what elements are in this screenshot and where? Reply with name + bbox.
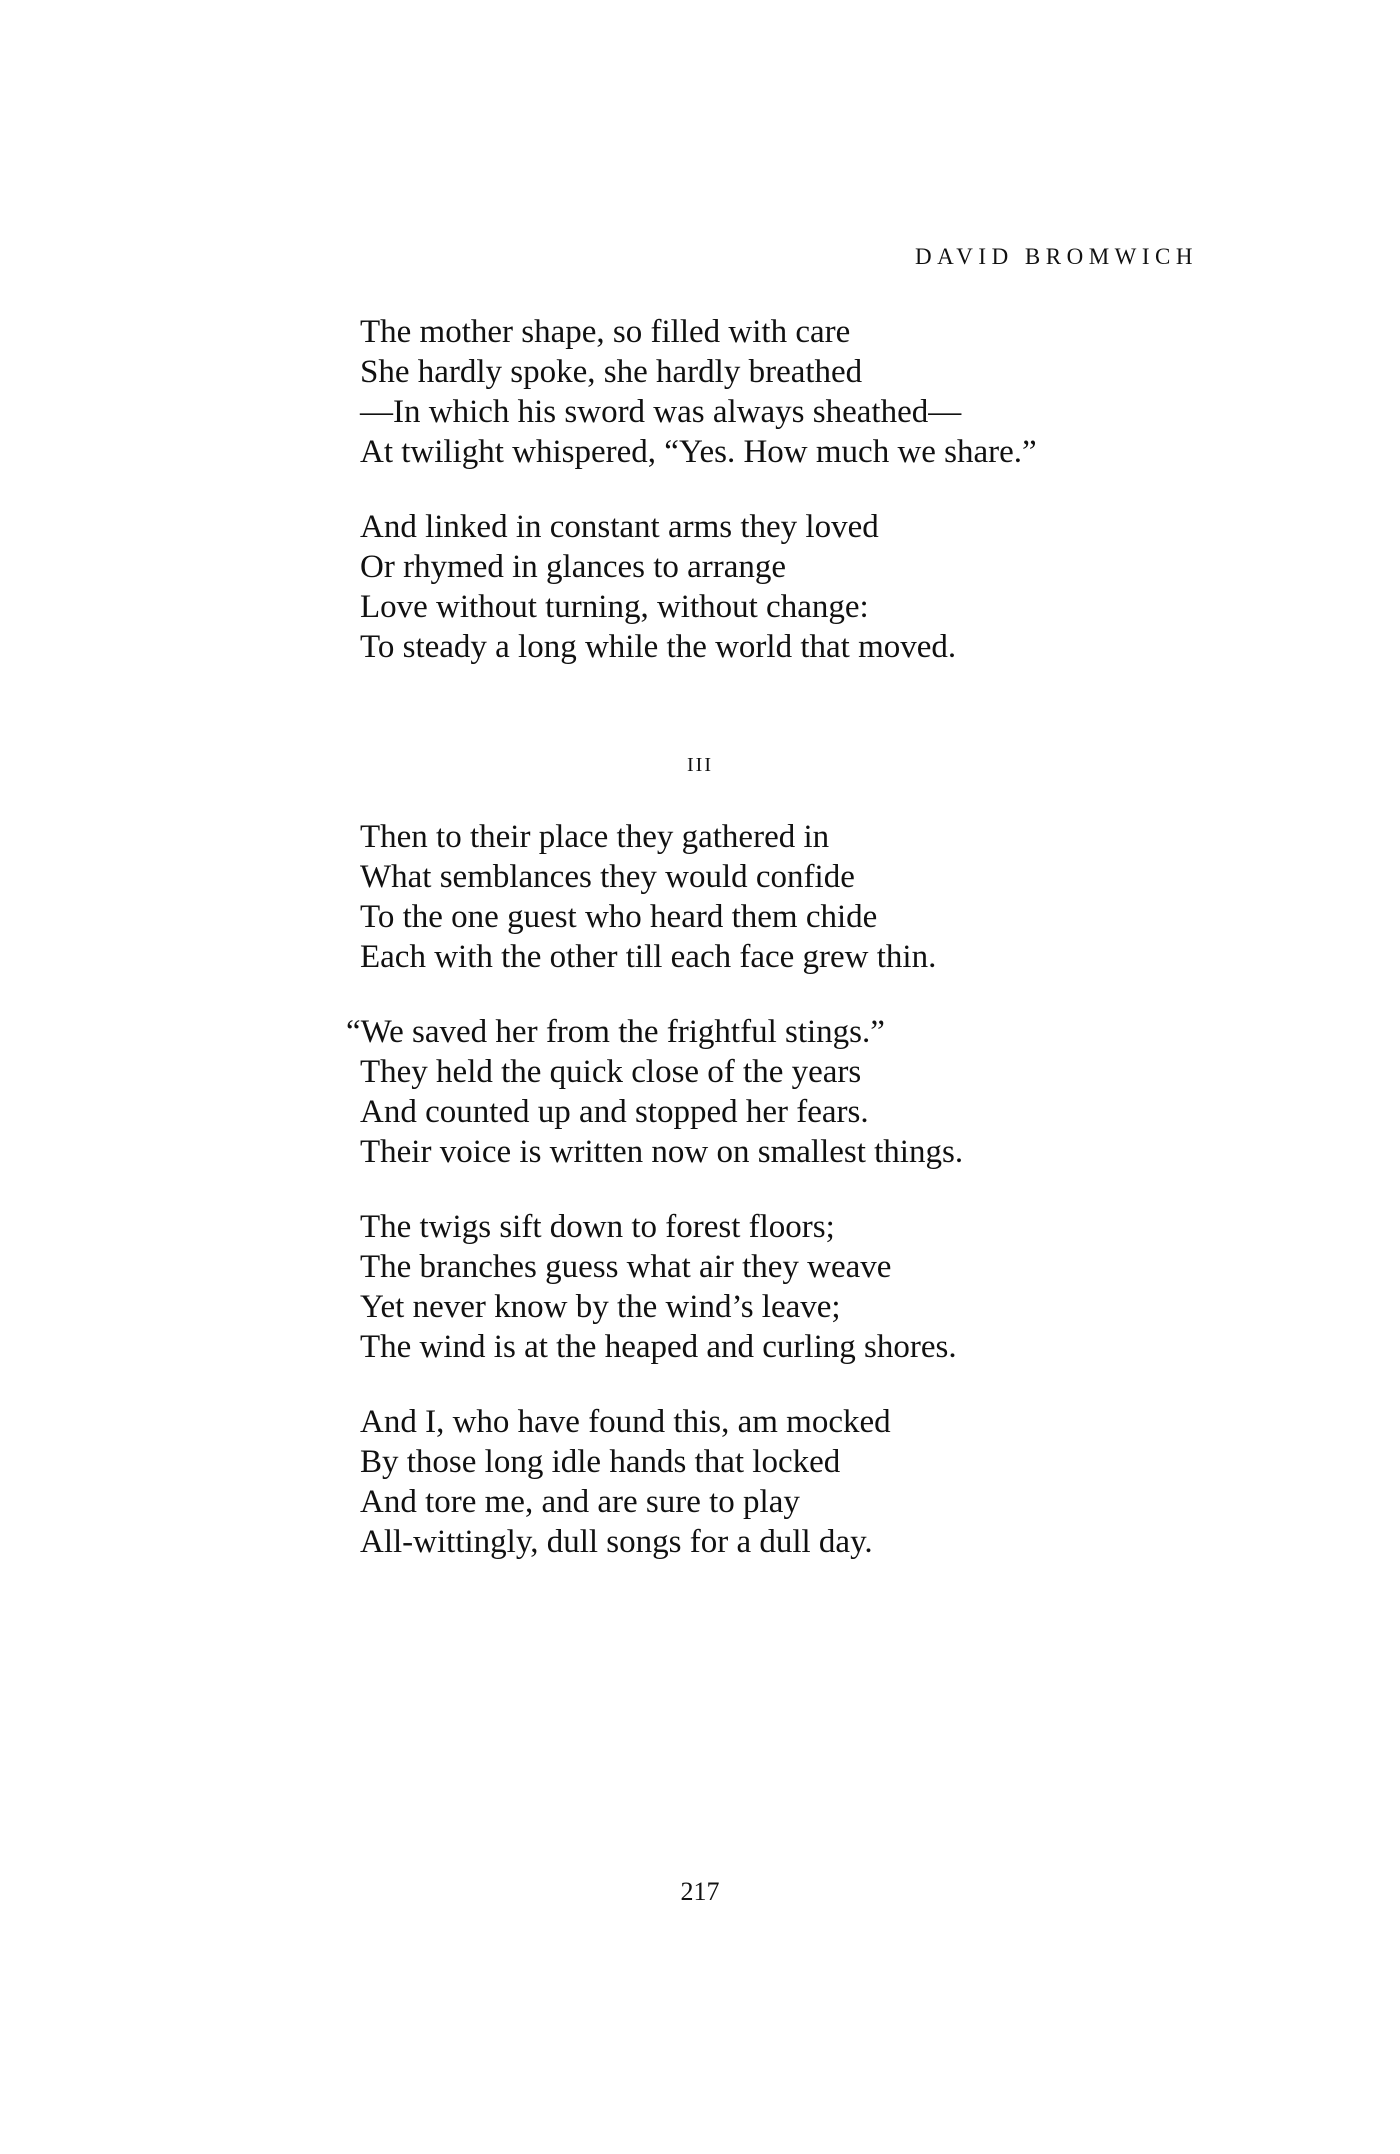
poem-line: And tore me, and are sure to play (360, 1484, 800, 1520)
poem-line: —In which his sword was always sheathed— (360, 394, 962, 430)
stanza-1 (360, 312, 1260, 472)
poem-line: Each with the other till each face grew thin. (360, 939, 937, 975)
poem-line: And linked in constant arms they loved (360, 509, 879, 545)
running-head: DAVID BROMWICH (915, 244, 1198, 269)
poem-line: She hardly spoke, she hardly breathed (360, 354, 863, 390)
poem-line: Or rhymed in glances to arrange (360, 549, 787, 585)
poem-line: Love without turning, without change: (360, 589, 869, 625)
stanza-5 (360, 1207, 1260, 1367)
page-number: 217 (680, 1877, 720, 1906)
stanza-6 (360, 1402, 1260, 1562)
stanza-2 (360, 507, 1260, 667)
poem-line: All-wittingly, dull songs for a dull day. (360, 1524, 873, 1560)
poem-line: The branches guess what air they weave (360, 1249, 892, 1285)
poem-line: To the one guest who heard them chide (360, 899, 878, 935)
section-numeral: III (687, 754, 713, 776)
poem-line: They held the quick close of the years (360, 1054, 862, 1090)
poem-line: To steady a long while the world that moved. (360, 629, 957, 665)
poem-line: Yet never know by the wind’s leave; (360, 1289, 841, 1325)
poem-line: What semblances they would confide (360, 859, 855, 895)
poem-line: And counted up and stopped her fears. (360, 1094, 869, 1130)
poem-line: Their voice is written now on smallest things. (360, 1134, 964, 1170)
stanza-3 (360, 817, 1260, 977)
poem-line: The wind is at the heaped and curling shores. (360, 1329, 957, 1365)
poem-line: By those long idle hands that locked (360, 1444, 841, 1480)
poem-line: And I, who have found this, am mocked (360, 1404, 891, 1440)
poem-line: Then to their place they gathered in (360, 819, 830, 855)
stanza-4 (346, 1012, 1260, 1172)
poem-line: The mother shape, so filled with care (360, 314, 851, 350)
poem-line: “We saved her from the frightful stings.” (346, 1014, 885, 1050)
poem-line: The twigs sift down to forest floors; (360, 1209, 835, 1245)
poem-line: At twilight whispered, “Yes. How much we share.” (360, 434, 1037, 470)
